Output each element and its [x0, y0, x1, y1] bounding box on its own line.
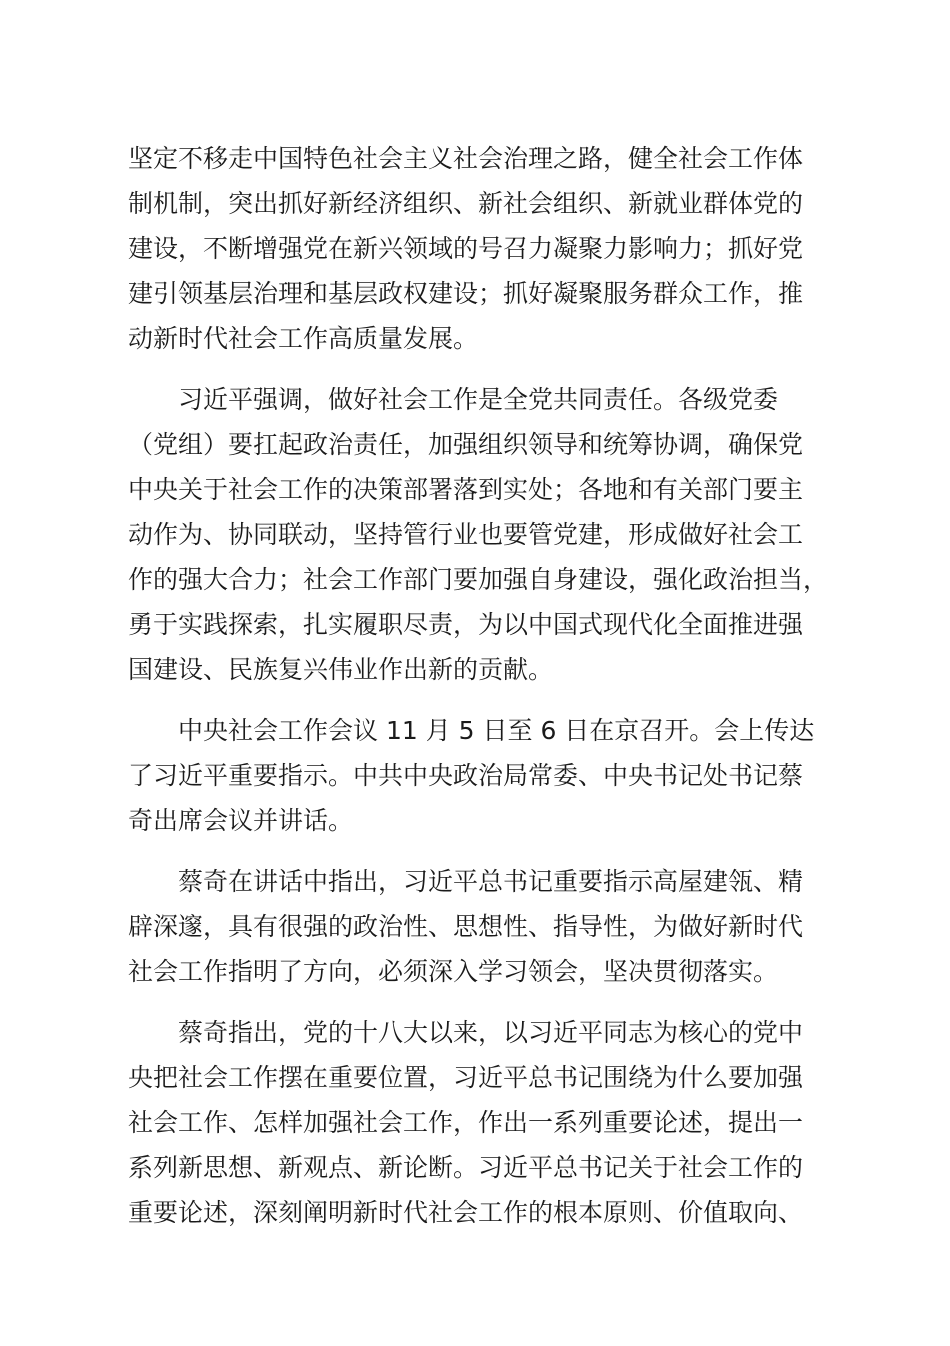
- paragraph-line: 建设，不断增强党在新兴领域的号召力凝聚力影响力；抓好党: [128, 234, 804, 263]
- paragraph-5: [128, 1010, 832, 1235]
- paragraph-1: [128, 136, 832, 361]
- paragraph-line: 辟深邃，具有很强的政治性、思想性、指导性，为做好新时代: [128, 912, 804, 941]
- paragraph-4: [128, 859, 832, 994]
- paragraph-line: （党组）要扛起政治责任，加强组织领导和统筹协调，确保党: [128, 430, 804, 459]
- paragraph-line: 制机制，突出抓好新经济组织、新社会组织、新就业群体党的: [128, 189, 804, 218]
- paragraph-line: 建引领基层治理和基层政权建设；抓好凝聚服务群众工作，推: [128, 279, 804, 308]
- paragraph-line: 国建设、民族复兴伟业作出新的贡献。: [128, 655, 554, 684]
- paragraph-line: 了习近平重要指示。中共中央政治局常委、中央书记处书记蔡: [128, 761, 804, 790]
- paragraph-3: [128, 708, 832, 843]
- paragraph-line: 中央社会工作会议 11 月 5 日至 6 日在京召开。会上传达: [178, 716, 815, 745]
- paragraph-line: 系列新思想、新观点、新论断。习近平总书记关于社会工作的: [128, 1153, 804, 1182]
- paragraph-2: [128, 377, 832, 692]
- paragraph-line: 社会工作、怎样加强社会工作，作出一系列重要论述，提出一: [128, 1108, 804, 1137]
- paragraph-line: 中央关于社会工作的决策部署落到实处；各地和有关部门要主: [128, 475, 804, 504]
- paragraph-line: 动作为、协同联动，坚持管行业也要管党建，形成做好社会工: [128, 520, 804, 549]
- document-body: [128, 136, 832, 1251]
- paragraph-line: 坚定不移走中国特色社会主义社会治理之路，健全社会工作体: [128, 144, 804, 173]
- paragraph-line: 奇出席会议并讲话。: [128, 806, 354, 835]
- paragraph-line: 央把社会工作摆在重要位置，习近平总书记围绕为什么要加强: [128, 1063, 804, 1092]
- paragraph-line: 作的强大合力；社会工作部门要加强自身建设，强化政治担当，: [128, 565, 829, 594]
- paragraph-line: 社会工作指明了方向，必须深入学习领会，坚决贯彻落实。: [128, 957, 779, 986]
- paragraph-line: 蔡奇指出，党的十八大以来，以习近平同志为核心的党中: [178, 1018, 804, 1047]
- paragraph-line: 习近平强调，做好社会工作是全党共同责任。各级党委: [178, 385, 779, 414]
- paragraph-line: 蔡奇在讲话中指出，习近平总书记重要指示高屋建瓴、精: [178, 867, 804, 896]
- paragraph-line: 重要论述，深刻阐明新时代社会工作的根本原则、价值取向、: [128, 1198, 804, 1227]
- paragraph-line: 动新时代社会工作高质量发展。: [128, 324, 479, 353]
- paragraph-line: 勇于实践探索，扎实履职尽责，为以中国式现代化全面推进强: [128, 610, 804, 639]
